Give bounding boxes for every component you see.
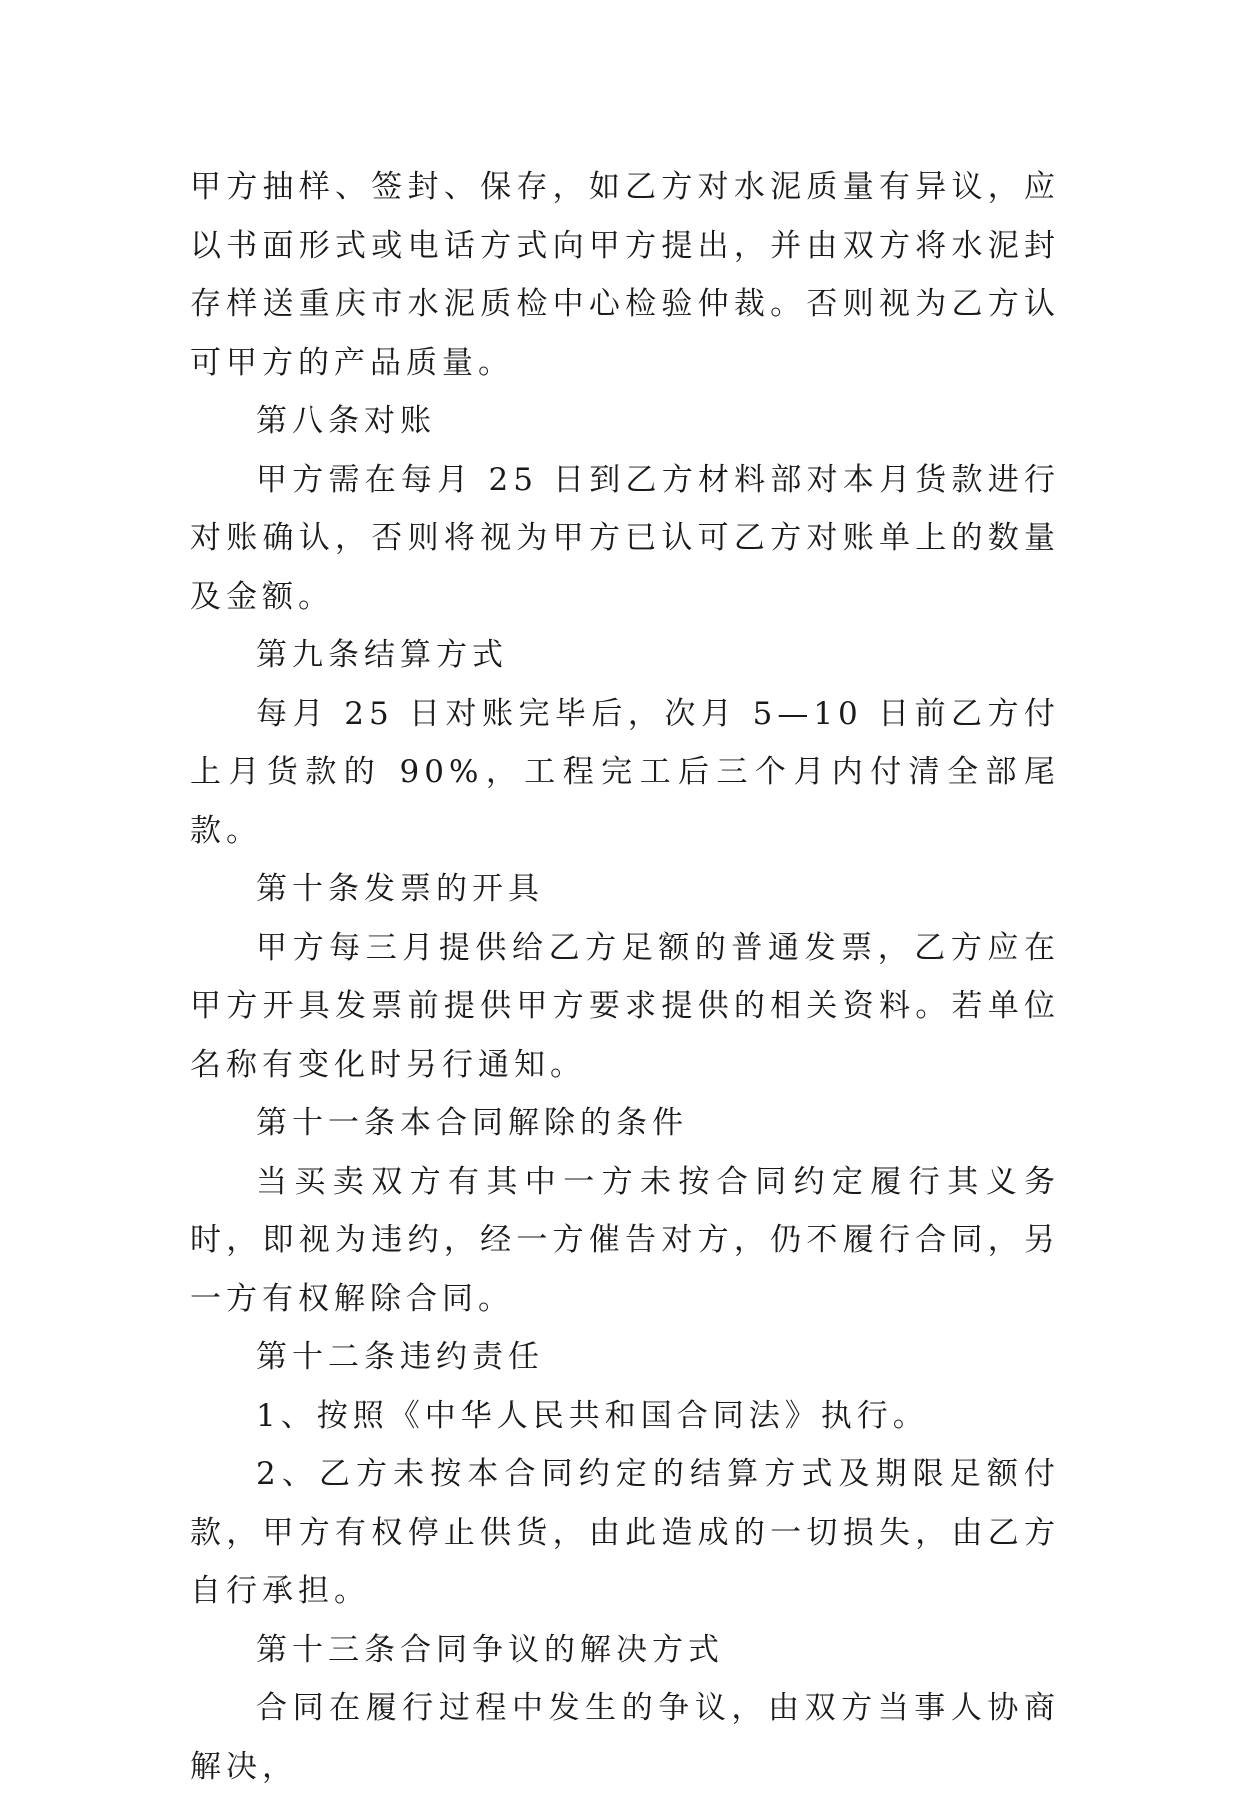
paragraph-termination: 当买卖双方有其中一方未按合同约定履行其义务时，即视为违约，经一方催告对方，仍不履行合同，另一方有权解除合同。 [190,1163,1060,1317]
heading-article-11: 第十一条本合同解除的条件 [256,1105,688,1141]
heading-article-9: 第九条结算方式 [256,637,508,673]
paragraph-quality-dispute: 甲方抽样、签封、保存，如乙方对水泥质量有异议，应以书面形式或电话方式向甲方提出，并由双方将水泥封存样送重庆市水泥质检中心检验仲裁。否则视为乙方认可甲方的产品质量。 [190,169,1060,381]
paragraph-liability-1: 1、按照《中华人民共和国合同法》执行。 [256,1397,929,1434]
heading-article-12: 第十二条违约责任 [256,1339,544,1375]
paragraph-settlement: 每月 25 日对账完毕后，次月 5—10 日前乙方付上月货款的 90%，工程完工后三个月内付清全部尾款。 [190,695,1060,849]
paragraph-reconciliation: 甲方需在每月 25 日到乙方材料部对本月货款进行对账确认，否则将视为甲方已认可乙方对账单上的数量及金额。 [190,461,1060,615]
paragraph-liability-2: 2、乙方未按本合同约定的结算方式及期限足额付款，甲方有权停止供货，由此造成的一切损失，由乙方自行承担。 [190,1456,1060,1609]
heading-article-10: 第十条发票的开具 [256,871,544,907]
document-body [190,158,1060,1796]
paragraph-dispute-resolution: 合同在履行过程中发生的争议，由双方当事人协商解决， [190,1690,1060,1785]
heading-article-13: 第十三条合同争议的解决方式 [256,1631,724,1668]
paragraph-invoice: 甲方每三月提供给乙方足额的普通发票，乙方应在甲方开具发票前提供甲方要求提供的相关资料。若单位名称有变化时另行通知。 [190,929,1060,1083]
heading-article-8: 第八条对账 [256,403,436,439]
